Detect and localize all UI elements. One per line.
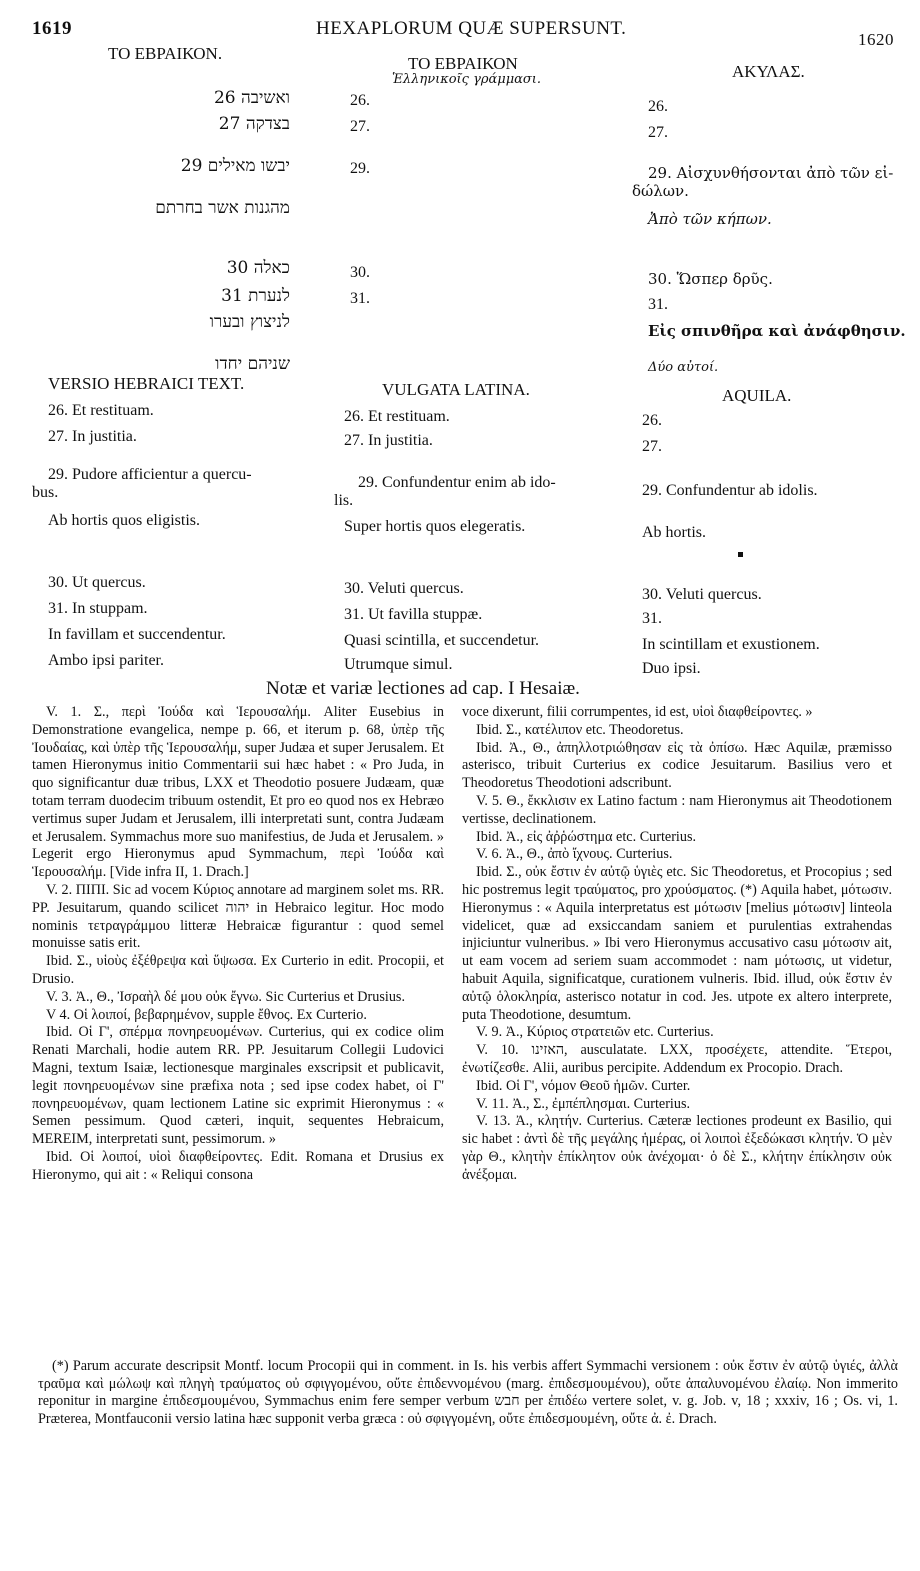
hebrew-version-line: bus. <box>32 484 59 501</box>
note-paragraph: V. 6. Ἀ., Θ., ἀπὸ ἴχνους. Curterius. <box>476 846 673 863</box>
note-paragraph: Ibid. Σ., οὐκ ἔστιν ἐν αὐτῷ ὑγιὲς etc. Sic Theodoretus, et Procopius ; sed hic postremus legit τραύματος, pro χρούσματος. (*) Aquila habet, μότωσιν. Hieronymus : « Aquila interpretatus est μότωσιν [melius μότωσιν] linteola videlicet, quæ ad exsiccandam saniem et purulentias extrahendas injiciuntur vulneribus. » Ibi vero Hieronymus accusativo casu μότωσιν ait, ut eam vocem ad seriem suam accommodet : nam μότωσις, ut videtur, habuit Aquila, significatque, curationem vulneris. Ibid. illud, οὐκ ἔστιν ἐν αὐτῷ ὁλοκληρία, asterisco notatur in cod. Jes. utpote ex altero interprete, puta Theodotione, desumtum. <box>462 864 892 1023</box>
note-paragraph: V. 9. Ἀ., Κύριος στρατειῶν etc. Curterius. <box>476 1024 714 1041</box>
note-paragraph: Ibid. Οἱ λοιποί, υἱοὶ διαφθείροντες. Edit. Romana et Drusius ex Hieronymo, qui ait : « Reliqui consona <box>32 1148 444 1183</box>
hebrew-version-line: In favillam et succendentur. <box>48 626 226 643</box>
page-number-right: 1620 <box>858 30 894 49</box>
note-paragraph: V. 13. Ἀ., κλητήν. Curterius. Cæteræ lectiones prodeunt ex Basilio, qui sic habet : ἀντὶ δὲ τῆς μεγάλης ἡμέρας, οἱ λοιποὶ ἐξεδώκασι κλητήν. Ὁ μὲν γὰρ Θ., κλητὴν ἐπίκλητον οὐκ ἀνέχομαι· ὁ δὲ Σ., κλήτην ἐπίκλησιν οὐκ ἀνέξομαι. <box>462 1113 892 1183</box>
note-paragraph: V. 10. האזינו, ausculatate. LXX, προσέχετε, attendite. Ἕτεροι, ἐνωτίζεσθε. Alii, auribus percipite. Addendum ex Procopio. Drach. <box>462 1042 893 1076</box>
note-paragraph: V 4. Οἱ λοιποί, βεβαρημένον, supple ἔθνος. Ex Curterio. <box>46 1006 367 1023</box>
note-paragraph: Ibid. Ἀ., εἰς ἀῤῥώστημα etc. Curterius. <box>476 828 697 845</box>
hebrew-version-line: Ambo ipsi pariter. <box>48 652 164 669</box>
notes-left-column <box>32 704 444 1185</box>
note-paragraph: V. 3. Ἀ., Θ., Ἰσραὴλ δέ μου οὐκ ἔγνω. Sic Curterius et Drusius. <box>46 988 405 1005</box>
vulgata-line: 30. Veluti quercus. <box>344 580 464 597</box>
aquila-greek-line: Ἀπὸ τῶν κήπων. <box>648 210 772 228</box>
vulgata-line: 31. Ut favilla stuppæ. <box>344 606 483 623</box>
note-paragraph: Ibid. Σ., υἱοὺς ἐξέθρεψα καὶ ὕψωσα. Ex Curterio in edit. Procopii, et Drusio. <box>32 953 444 987</box>
aquila-latin-line: 27. <box>642 438 662 455</box>
vulgata-line: Quasi scintilla, et succendetur. <box>344 632 540 649</box>
vulgata-line: 27. In justitia. <box>344 432 433 449</box>
aquila-latin-line: 26. <box>642 412 662 429</box>
vulgata-line: 26. Et restituam. <box>344 408 450 425</box>
notes-title: Notæ et variæ lectiones ad cap. I Hesaiæ. <box>266 678 580 699</box>
vulgata-line: 29. Confundentur enim ab ido- <box>358 474 556 491</box>
note-paragraph: V. 5. Θ., ἔκκλισιν ex Latino factum : nam Hieronymus ait Theodotionem vertisse, declinationem. <box>462 792 892 827</box>
aquila-latin-line: 30. Veluti quercus. <box>642 586 762 603</box>
aquila-latin-line: Duo ipsi. <box>642 660 701 677</box>
aquila-latin-head: AQUILA. <box>722 386 792 405</box>
hebrew-version-line: 26. Et restituam. <box>48 402 154 419</box>
hebrew-column-head: ΤΟ ΕΒΡΑΙΚΟΝ. <box>108 44 223 63</box>
hebrew-line: יבשו מאילים 29 <box>180 156 290 176</box>
hebrew-version-line: 27. In justitia. <box>48 428 137 445</box>
hebrew-version-head: VERSIO HEBRAICI TEXT. <box>48 374 245 393</box>
translit-line: 31. <box>350 290 370 307</box>
aquila-greek-column-head: ΑΚΥΛΑΣ. <box>732 62 805 81</box>
aquila-greek-line: 29. Αἰσχυνθήσονται ἀπὸ τῶν εἰ- <box>648 164 894 182</box>
aquila-greek-line: Δύο αὐτοί. <box>648 360 719 375</box>
aquila-latin-line: 31. <box>642 610 662 627</box>
print-speck <box>738 552 743 557</box>
hebrew-line: לניצוץ ובערו <box>209 312 290 332</box>
translit-line: 27. <box>350 118 370 135</box>
running-title: HEXAPLORUM QUÆ SUPERSUNT. <box>316 18 627 39</box>
translit-line: 29. <box>350 160 370 177</box>
hebrew-version-line: 30. Ut quercus. <box>48 574 146 591</box>
aquila-greek-line: Εἰς σπινθῆρα καὶ ἀνάφθησιν. <box>648 322 906 340</box>
note-paragraph: Ibid. Οἱ Γ', νόμον Θεοῦ ἡμῶν. Curter. <box>476 1077 691 1094</box>
aquila-greek-line: 27. <box>648 124 668 141</box>
footnote <box>38 1358 898 1428</box>
note-paragraph: V. 2. ΠΙΠΙ. Sic ad vocem Κύριος annotare ad marginem solet ms. RR. PP. Jesuitarum, quando scilicet יהוה in Hebraico legitur. Hoc modo nominis τετραγράμμου litteræ Hebraicæ figurantur : quod semel monuisse satis erit. <box>32 881 444 952</box>
vulgata-line: lis. <box>334 492 354 509</box>
aquila-greek-line: δώλων. <box>632 182 689 200</box>
translit-column-subhead: Ἑλληνικοῖς γράμμασι. <box>392 72 542 87</box>
aquila-latin-line: In scintillam et exustionem. <box>642 636 820 653</box>
aquila-latin-line: 29. Confundentur ab idolis. <box>642 482 818 499</box>
note-paragraph: Ibid. Ἀ., Θ., ἀπηλλοτριώθησαν εἰς τὰ ὀπίσω. Hæc Aquilæ, præmisso asterisco, tribuit Curterius ex codice Jesuitarum. Basilius vero et Theodoretus Theodotioni adscribunt. <box>462 739 892 792</box>
hebrew-line: שניהם יחדו <box>215 354 290 374</box>
vulgata-head: VULGATA LATINA. <box>382 380 530 399</box>
translit-column-head: ΤΟ ΕΒΡΑΙΚΟΝ <box>408 54 518 73</box>
hebrew-version-line: 31. In stuppam. <box>48 600 148 617</box>
note-paragraph: Ibid. Σ., κατέλιπον etc. Theodoretus. <box>476 721 684 738</box>
page-number-left: 1619 <box>32 18 72 39</box>
note-paragraph: voce dixerunt, filii corrumpentes, id est, υἱοὶ διαφθείροντες. » <box>462 704 813 720</box>
aquila-greek-line: 30. Ὥσπερ δρῦς. <box>648 270 773 288</box>
hebrew-line: לנערת 31 <box>221 286 290 306</box>
hebrew-version-line: 29. Pudore afficientur a quercu- <box>48 466 252 483</box>
note-paragraph: V. 1. Σ., περὶ Ἰούδα καὶ Ἱερουσαλήμ. Aliter Eusebius in Demonstratione evangelica, nempe p. 66, et iterum p. 68, ὑπὲρ τῆς Ἰουδαίας, καὶ ὑπὲρ τῆς Ἱερουσαλήμ, super Judæa et super Jerusalem. Et tamen Hieronymus initio Commentarii sui hæc habet : « Pro Juda, in quo significantur duæ tribus, LXX et Theodotio posuere Judæam, quæ totam terram duodecim tribuum ostendit, Et pro eo quod nos ex Hebræo vertimus super Judam et Jerusalem, illi interpretati sunt, contra Judæam et Jerusalem. Symmachus more suo manifestius, de Juda et Jerusalem. » Legerit ergo Hieronymus apud Symmachum, περὶ Ἰούδα καὶ Ἱερουσαλήμ. [Vide infra II, 1. Drach.] <box>32 704 444 881</box>
note-paragraph: Ibid. Οἱ Γ', σπέρμα πονηρευομένων. Curterius, qui ex codice olim Renati Marchali, hodie autem RR. PP. Jesuitarum Collegii Ludovici Magni, textum Isaiæ, lectionesque marginales exscripsit et publicavit, legit πονηρευομένων sine præfixa nota ; sed ipse codex habet, οἱ Γ' πονηρευομένων, quam lectionem Latine sic exprimit Hieronymus : « Semen pessimum. Quod cæteri, inquit, sequentes Hebraicum, MEREIM, interpretati sunt, pessimorum. » <box>32 1024 444 1148</box>
aquila-greek-line: 26. <box>648 98 668 115</box>
hebrew-line: כאלה 30 <box>226 258 290 278</box>
hebrew-line: מהגנות אשר בחרתם <box>155 198 290 218</box>
aquila-latin-line: Ab hortis. <box>642 524 706 541</box>
notes-right-column <box>462 704 892 1185</box>
hebrew-version-line: Ab hortis quos eligistis. <box>48 512 201 529</box>
vulgata-line: Utrumque simul. <box>344 656 453 673</box>
hebrew-line: בצדקה 27 <box>218 114 290 134</box>
translit-line: 30. <box>350 264 370 281</box>
hebrew-line: ואשיבה 26 <box>213 88 290 108</box>
aquila-greek-line: 31. <box>648 296 668 313</box>
note-paragraph: V. 11. Ἀ., Σ., ἐμπέπλησμαι. Curterius. <box>476 1095 691 1112</box>
footnote-text: (*) Parum accurate descripsit Montf. locum Procopii qui in comment. in Is. his verbis affert Symmachi versionem : οὐκ ἔστιν ἐν αὐτῷ ὑγιές, ἀλλὰ τραῦμα καὶ μώλωψ καὶ πληγὴ τραύματος οὐ σφιγγομένου, οὔτε ἐπιδεννομένου (marg. ἐπιδεσμουμένου), οὔτε ἀπαλυνομένου ἐλαίῳ. Non immerito reponitur in margine ἐπιδεσμουμένου, Symmachus enim fere semper verbum חבש per ἐπιδέω vertere solet, v. g. Job. v, 18 ; xxxiv, 16 ; Os. vi, 1. Præterea, Montfauconii versio latina hæc supponit verba græca : οὐ σφιγγομένη, οὔτε ἐπιδεσμουμένη, οὔτε ἀ. ἐ. Drach. <box>38 1358 898 1427</box>
vulgata-line: Super hortis quos elegeratis. <box>344 518 526 535</box>
translit-line: 26. <box>350 92 370 109</box>
